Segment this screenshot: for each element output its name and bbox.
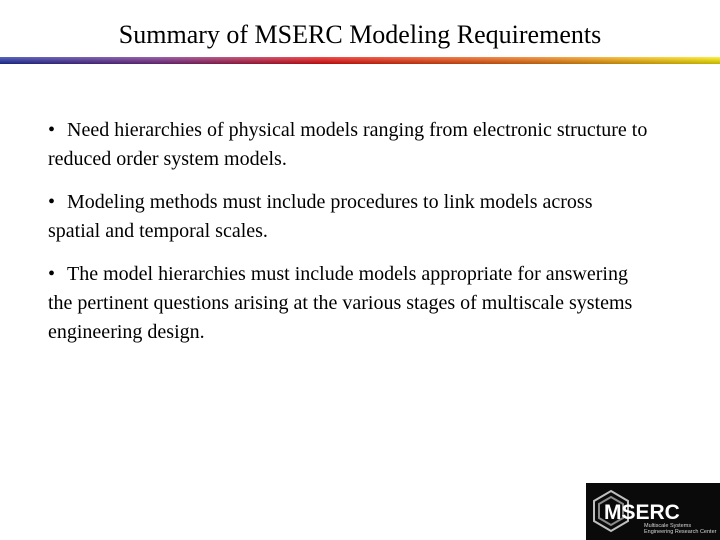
mserc-logo xyxy=(586,483,720,540)
title-rule xyxy=(0,57,720,64)
bullet-item xyxy=(48,188,648,246)
slide-title: Summary of MSERC Modeling Requirements xyxy=(118,20,602,49)
bullet-text: The model hierarchies must include models appropriate for answering the pertinent questions arising at the various stages of multiscale systems engineering design. xyxy=(48,263,633,343)
bullet-item xyxy=(48,116,648,174)
bullet-list xyxy=(48,116,648,361)
bullet-dot: • xyxy=(48,119,56,141)
bullet-dot: • xyxy=(48,263,56,285)
bullet-text: Need hierarchies of physical models ranging from electronic structure to reduced order system models. xyxy=(48,119,648,170)
bullet-text: Modeling methods must include procedures to link models across spatial and temporal scales. xyxy=(48,191,593,242)
bullet-item xyxy=(48,260,648,347)
logo-wordmark: MSERC xyxy=(604,501,680,524)
bullet-dot: • xyxy=(48,191,56,213)
logo-tagline-1: Multiscale Systems xyxy=(644,523,692,529)
logo-tagline-2: Engineering Research Center xyxy=(644,529,717,535)
